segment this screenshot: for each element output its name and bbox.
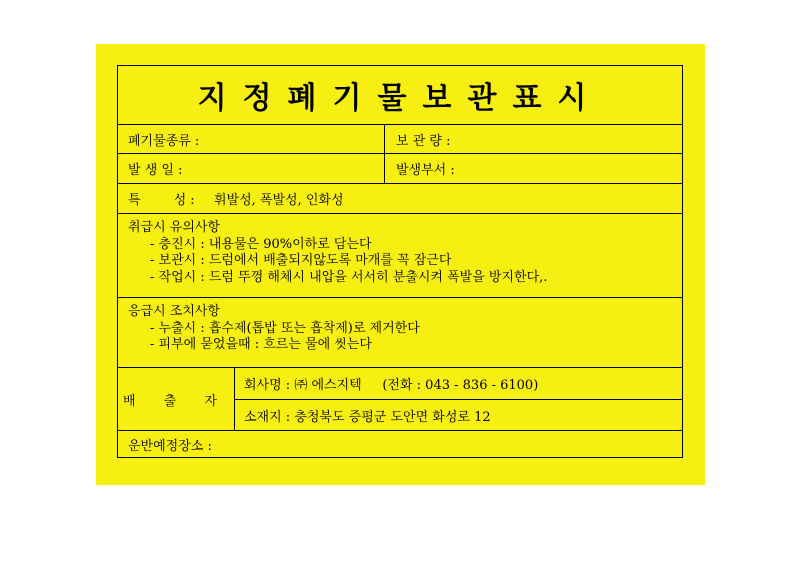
- discharger-company: 회사명 : ㈜ 에스지텍 (전화 : 043 - 836 - 6100): [235, 368, 682, 400]
- row-transport: [118, 431, 682, 457]
- discharger-address: 소재지 : 충청북도 증평군 도안면 화성로 12: [244, 410, 491, 425]
- storage-amount-label: 보 관 량 :: [384, 125, 684, 153]
- discharger-section: [118, 368, 682, 431]
- emergency-item: - 누출시 : 흡수제(톱밥 또는 흡착제)로 제거한다: [150, 320, 420, 336]
- row-properties: [118, 184, 682, 214]
- discharger-label: 배 출 자: [118, 368, 235, 430]
- handling-heading: 취급시 유의사항: [128, 220, 221, 235]
- waste-storage-sign: [96, 44, 705, 485]
- properties-value: 휘발성, 폭발성, 인화성: [214, 193, 344, 208]
- row-date: [118, 154, 682, 184]
- row-waste-type: [118, 125, 682, 154]
- date-label: 발 생 일 :: [128, 163, 183, 178]
- handling-item: - 작업시 : 드럼 뚜껑 해체시 내압을 서서히 분출시켜 폭발을 방지한다,.: [150, 269, 548, 285]
- emergency-item: - 피부에 묻었을때 : 흐르는 물에 씻는다: [150, 337, 372, 352]
- handling-item: - 충진시 : 내용물은 90%이하로 담는다: [150, 236, 372, 252]
- waste-type-label: 폐기물종류 :: [128, 133, 200, 149]
- emergency-section: [118, 298, 682, 368]
- sign-title: 지정폐기물보관표시: [118, 66, 682, 125]
- handling-section: [118, 214, 682, 298]
- transport-label: 운반예정장소 :: [128, 438, 212, 454]
- department-label: 발생부서 :: [384, 154, 684, 183]
- emergency-heading: 응급시 조치사항: [128, 304, 221, 319]
- sign-frame: [117, 65, 683, 458]
- handling-item: - 보관시 : 드럼에서 배출되지않도록 마개를 꼭 잠근다: [150, 253, 452, 268]
- properties-label: 특 성 :: [128, 193, 195, 208]
